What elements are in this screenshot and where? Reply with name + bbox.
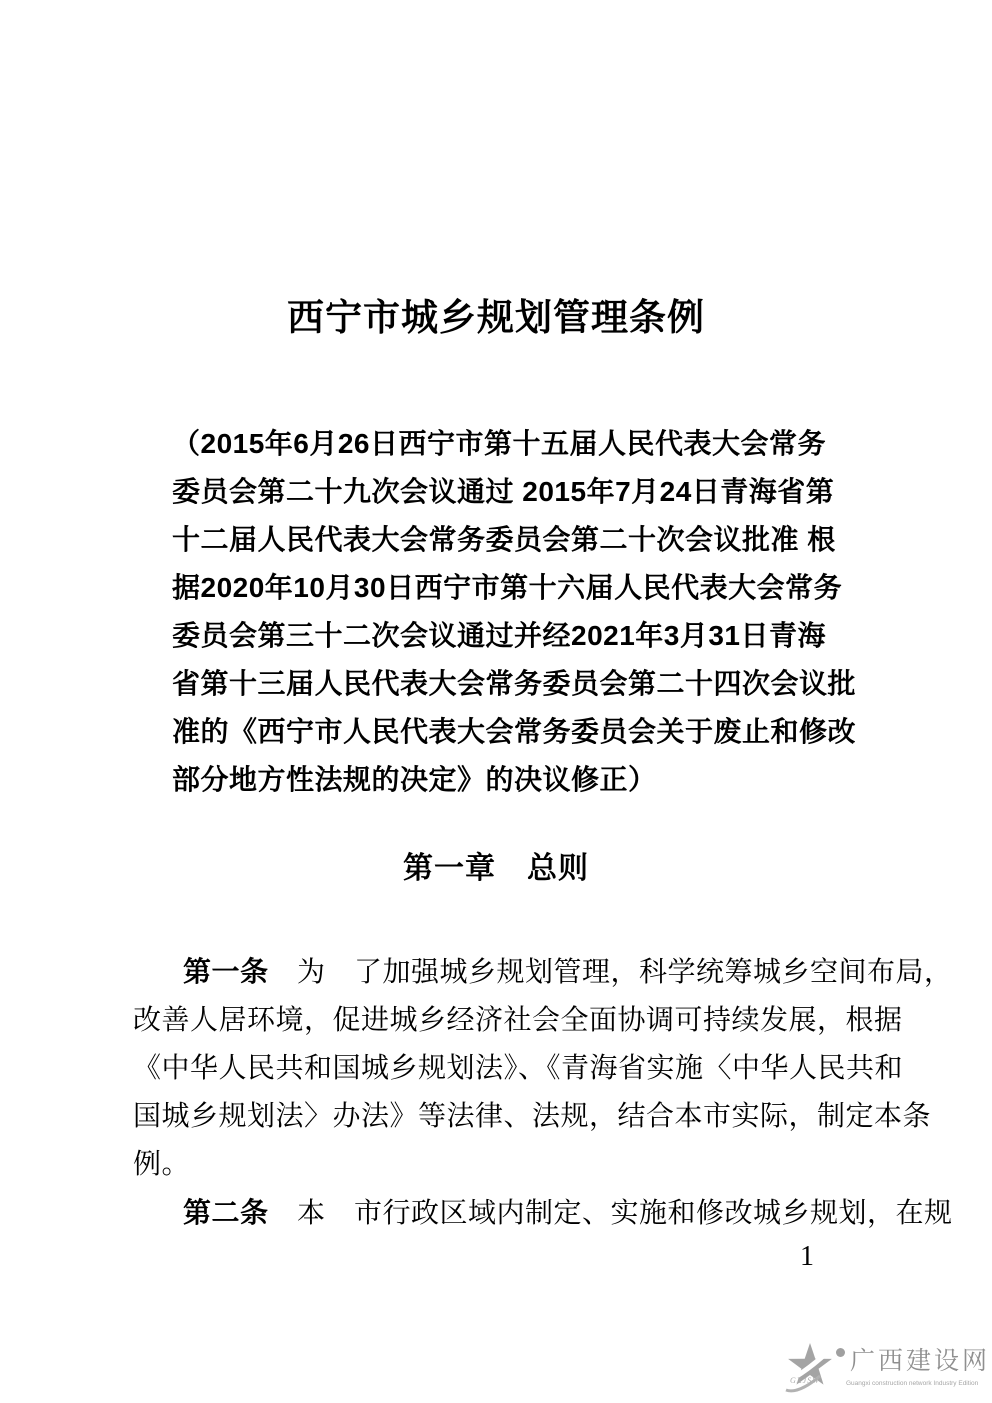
body-line: [133, 1141, 903, 1189]
body-line: [133, 1093, 932, 1141]
preamble-line: （2015年6月26日西宁市第十五届人民代表大会常务: [172, 428, 827, 459]
body-text: 国城乡规划法〉办法》等法律、法规，结合本市实际，制定本条: [133, 1101, 932, 1132]
preamble-line: 十二届人民代表大会常务委员会第二十次会议批准 根: [172, 524, 836, 555]
logo-dot-icon: [836, 1348, 845, 1357]
watermark-tagline: Guangxi construction network Industry Edition: [846, 1380, 979, 1387]
preamble-line: 部分地方性法规的决定》的决议修正）: [172, 764, 657, 795]
page-number: 1: [800, 1241, 814, 1272]
preamble-line: 据2020年10月30日西宁市第十六届人民代表大会常务: [172, 572, 843, 603]
article-body: [133, 948, 953, 1238]
preamble-line: 委员会第二十九次会议通过 2015年7月24日青海省第: [172, 476, 835, 507]
body-text: 改善人居环境，促进城乡经济社会全面协调可持续发展，根据: [133, 1005, 903, 1036]
preamble-line: 委员会第三十二次会议通过并经2021年3月31日青海: [172, 620, 827, 651]
body-text: 为 了加强城乡规划管理，科学统筹城乡空间布局，: [268, 957, 953, 988]
preamble-line: 省第十三届人民代表大会常务委员会第二十四次会议批: [172, 668, 857, 699]
watermark-site-name: 广西建设网: [850, 1348, 991, 1375]
body-line: [133, 948, 953, 997]
body-line: [133, 997, 903, 1045]
body-line: [133, 1189, 953, 1238]
preamble-block: [172, 420, 857, 804]
article-number: 第二条: [183, 1197, 269, 1228]
chapter-heading: 第一章 总则: [403, 852, 589, 885]
preamble-line: 准的《西宁市人民代表大会常务委员会关于废止和修改: [172, 716, 857, 747]
logo-script-text: GXJSW: [790, 1376, 820, 1385]
body-text: 例。: [133, 1149, 191, 1180]
article-number: 第一条: [183, 956, 269, 987]
star-logo-icon: [784, 1342, 836, 1394]
watermark: [780, 1338, 992, 1400]
document-title: 西宁市城乡规划管理条例: [287, 297, 705, 338]
body-line: [133, 1045, 903, 1093]
body-text: 本 市行政区域内制定、实施和修改城乡规划，在规: [268, 1198, 953, 1229]
body-text: 《中华人民共和国城乡规划法》、《青海省实施〈中华人民共和: [133, 1053, 904, 1084]
